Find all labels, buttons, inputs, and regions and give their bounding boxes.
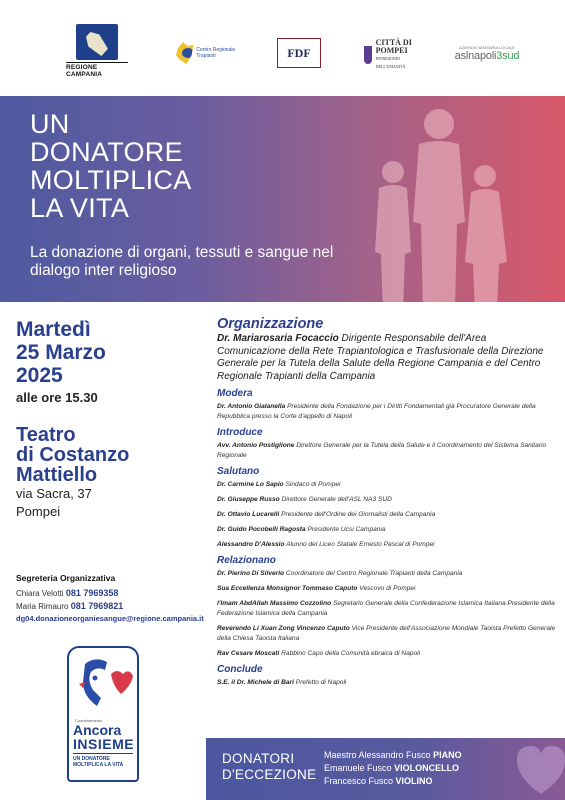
contact-name: Maria Rimauro	[16, 602, 69, 611]
event-date: 25 Marzo	[16, 341, 106, 364]
pompei-logo-text	[376, 39, 420, 71]
speaker-name: Dr. Giuseppe Russo	[217, 496, 280, 503]
secretariat-contact	[16, 600, 206, 613]
event-address-street: via Sacra, 37	[16, 486, 92, 501]
speaker-role: Direttore Generale per la Tutela della Salute e il Coordinamento del Sistema Sanitario Regionale	[217, 442, 547, 459]
contact-phone[interactable]: 081 7969358	[65, 588, 119, 598]
donatore-name: Maestro Alessandro Fusco	[324, 750, 431, 760]
organizzazione-text	[217, 333, 557, 383]
ancora-logo-line1: Ancora	[73, 722, 122, 738]
program-section-heading: Relazionano	[217, 555, 276, 566]
asl-logo-suffix: 3sud	[496, 49, 520, 62]
event-day: Martedì	[16, 318, 91, 341]
program-section-heading: Salutano	[217, 466, 260, 477]
venue-line-1: Teatro	[16, 424, 76, 446]
speaker-role: Sindaco di Pompei	[285, 481, 341, 488]
hero-banner	[0, 96, 565, 302]
venue-line-2: di Costanzo	[16, 444, 130, 466]
citta-di-pompei-logo	[364, 38, 420, 72]
ancora-logo-divider	[73, 753, 133, 754]
speaker-entry	[217, 525, 557, 535]
event-year: 2025	[16, 364, 63, 387]
organizzazione-heading: Organizzazione	[217, 316, 324, 332]
donatori-title-line1: DONATORI	[222, 751, 295, 766]
pompei-crest-icon	[364, 46, 372, 64]
speaker-entry	[217, 599, 557, 619]
heart-icon	[511, 740, 565, 800]
speaker-name: Avv. Antonio Postiglione	[217, 442, 295, 449]
secretariat-title: Segreteria Organizzativa	[16, 573, 116, 583]
donatore-instrument: PIANO	[433, 750, 462, 760]
program-section-heading: Modera	[217, 388, 253, 399]
speaker-entry	[217, 495, 557, 505]
contact-phone[interactable]: 081 7969821	[70, 601, 124, 611]
speaker-entry	[217, 678, 557, 688]
speaker-name: Dr. Ottavio Lucarelli	[217, 511, 280, 518]
speaker-role: Presidente Ucsi Campania	[307, 526, 386, 533]
speaker-role: Prefetto di Napoli	[295, 679, 347, 686]
speaker-role: Presidente dell'Ordine dei Giornalisti della Campania	[281, 511, 436, 518]
speaker-name: Dr. Carmine Lo Sapio	[217, 481, 284, 488]
speaker-name: Alessandro D'Alessio	[217, 541, 285, 548]
speaker-name: Dr. Guido Pocobelli Ragosta	[217, 526, 306, 533]
speaker-role: Vice Presidente dell'Associazione Mondiale Taoista Prefetto Generale della Chiesa Taoista Italiana	[217, 625, 556, 642]
speaker-role: Coordinatore del Centro Regionale Trapianti della Campania	[285, 570, 463, 577]
contact-name: Chiara Velotti	[16, 589, 64, 598]
donatore-name: Francesco Fusco	[324, 776, 394, 786]
speaker-name: Sua Eccellenza Monsignor Tommaso Caputo	[217, 585, 358, 592]
asl-logo-small: AZIENDA SANITARIA LOCALE	[459, 44, 515, 50]
asl-napoli-3-sud-logo	[452, 38, 522, 68]
ancora-insieme-face-heart-icon	[75, 654, 133, 714]
donatore-instrument: VIOLINO	[395, 776, 433, 786]
speaker-entry	[217, 649, 557, 659]
regione-campania-logo	[66, 24, 128, 78]
organizer-name: Dr. Mariarosaria Focaccio	[217, 333, 339, 344]
donatore-instrument: VIOLONCELLO	[394, 763, 460, 773]
speaker-role: Rabbino Capo della Comunità ebraica di Napoli	[281, 650, 421, 657]
program-section-heading: Introduce	[217, 427, 263, 438]
crt-logo	[176, 34, 236, 72]
speaker-name: S.E. il Dr. Michele di Bari	[217, 679, 294, 686]
speaker-entry	[217, 569, 557, 579]
secretariat-email-link[interactable]: dg04.donazioneorganiesangue@regione.campania.it	[16, 614, 204, 623]
event-time: alle ore 15.30	[16, 390, 98, 405]
donatori-eccezione-box	[206, 738, 565, 800]
donatore-row	[324, 762, 462, 775]
program-section-heading: Conclude	[217, 664, 263, 675]
event-venue	[16, 425, 201, 485]
speaker-entry	[217, 510, 557, 520]
organizing-secretariat	[16, 572, 206, 625]
speaker-entry	[217, 540, 557, 550]
speaker-name: Dr. Pierino Di Silverio	[217, 570, 285, 577]
organizer-role: Dirigente Responsabile dell'Area Comunicazione della Rete Trapiantologica e Trasfusionale della Direzione Generale per la Tutela della Salute della Regione Campania e del Centro Regionale Trapianti della Campania	[217, 333, 544, 382]
donatori-title	[222, 751, 316, 783]
ancora-insieme-logo	[67, 646, 139, 782]
program	[217, 316, 557, 693]
asl-logo-word: aslnapoli	[454, 49, 497, 62]
event-title: UN DONATORE MOLTIPLICA LA VITA	[30, 109, 192, 223]
venue-line-3: Mattiello	[16, 464, 98, 486]
pompei-logo-main: CITTÀ DI POMPEI	[375, 38, 412, 55]
crt-mark-icon	[176, 42, 193, 64]
donatore-name: Emanuele Fusco	[324, 763, 392, 773]
ancora-logo-coord: Coordinamento	[75, 718, 103, 723]
speaker-name: l'Imam AbdAllah Massimo Cozzolino	[217, 600, 332, 607]
speaker-name: Reverendo Li Xuan Zong Vincenzo Caputo	[217, 625, 350, 632]
fdf-logo: FDF	[277, 38, 321, 68]
speaker-role: Presidente della Fondazione per i Diritti Fondamentali già Procuratore Generale della Repubblica presso la Corte d'appello di Napoli	[217, 403, 536, 420]
speaker-role: Segretario Generale della Confederazione Islamica Italiana Presidente della Federazione Islamica della Campania	[217, 600, 555, 617]
event-subtitle: La donazione di organi, tessuti e sangue nel dialogo inter religioso	[30, 244, 334, 279]
event-details	[16, 318, 201, 521]
speaker-name: Rav Cesare Moscati	[217, 650, 280, 657]
ancora-logo-line2: INSIEME	[73, 736, 135, 752]
donatore-row	[324, 749, 462, 762]
donatori-title-line2: D'ECCEZIONE	[222, 767, 317, 782]
speaker-role: Alunno del Liceo Statale Ernesto Pascal di Pompei	[286, 541, 435, 548]
speaker-entry	[217, 624, 557, 644]
partner-logos	[0, 18, 565, 80]
speaker-entry	[217, 402, 557, 422]
speaker-entry	[217, 441, 557, 461]
crt-label: Centro Regionale Trapianti	[196, 47, 236, 59]
asl-logo-main	[455, 50, 520, 62]
donatori-list	[324, 749, 462, 788]
speaker-name: Dr. Antonio Gialanella	[217, 403, 286, 410]
speaker-entry	[217, 584, 557, 594]
program-sections	[217, 388, 557, 688]
donatore-row	[324, 775, 462, 788]
regione-campania-label: REGIONE CAMPANIA	[66, 62, 128, 78]
speaker-entry	[217, 480, 557, 490]
secretariat-contact	[16, 587, 206, 600]
people-silhouettes-icon	[361, 102, 511, 302]
regione-campania-shield-icon	[76, 24, 118, 60]
event-address-city: Pompei	[16, 504, 61, 519]
pompei-logo-sub: PATRIMONIO DELL'UMANITÀ	[375, 56, 406, 69]
speaker-role: Direttore Generale dell'ASL NA3 SUD	[281, 496, 392, 503]
speaker-role: Vescovo di Pompei	[359, 585, 416, 592]
ancora-logo-tagline: UN DONATORE MOLTIPLICA LA VITA	[73, 756, 124, 768]
